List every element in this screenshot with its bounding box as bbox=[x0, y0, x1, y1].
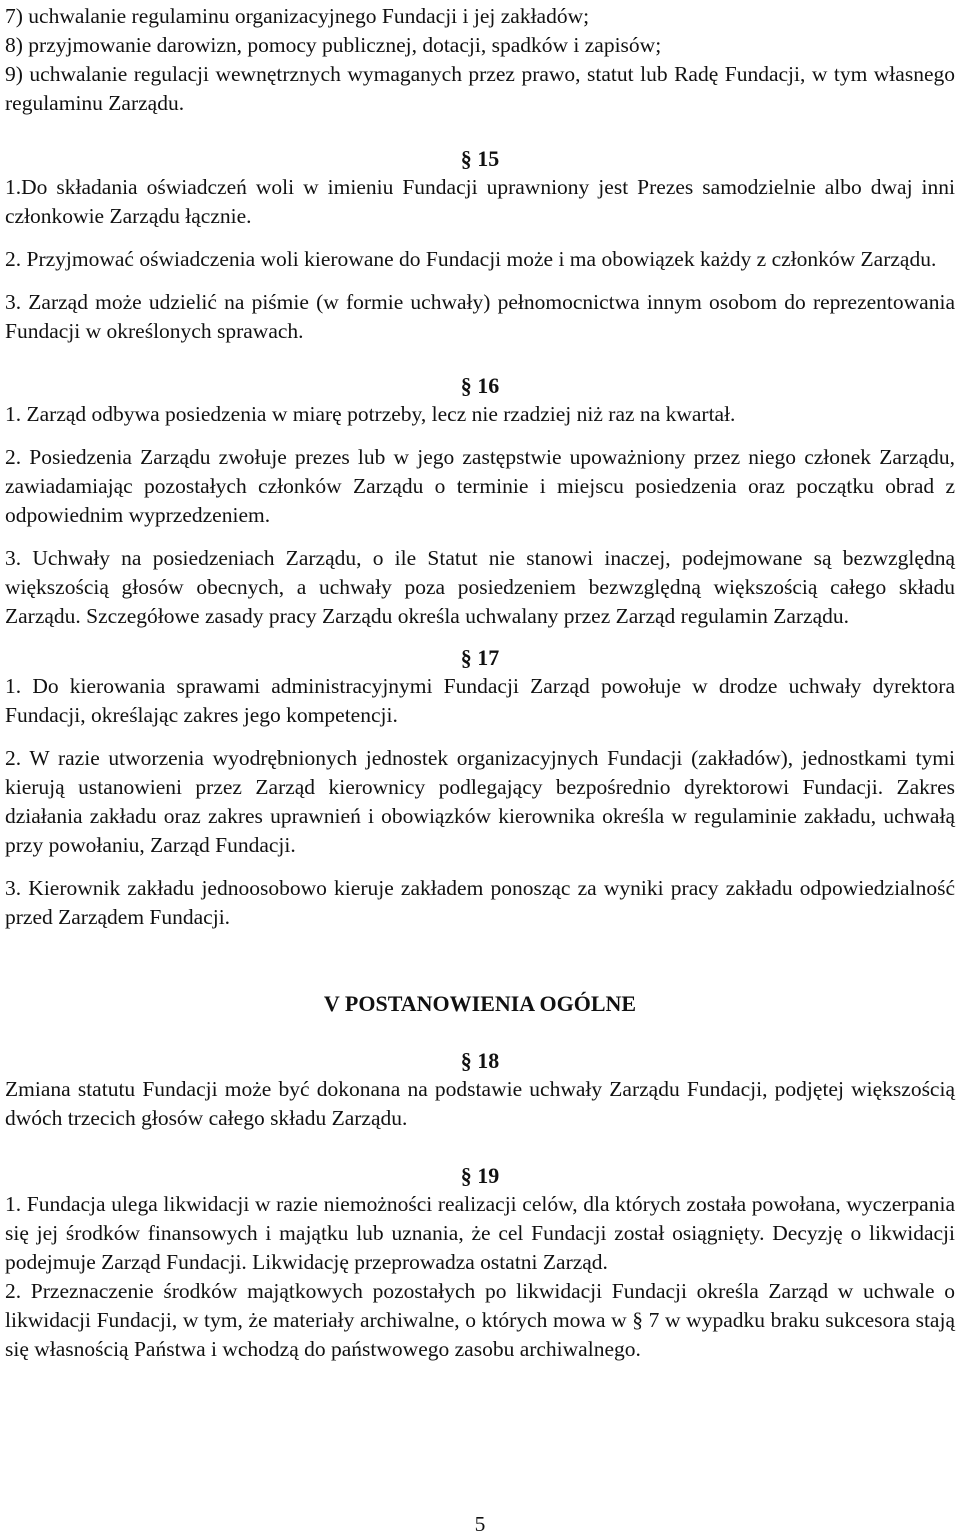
paragraph-15-1: 1.Do składania oświadczeń woli w imieniu Fundacji uprawniony jest Prezes samodzielnie albo dwaj inni członkowie Zarządu łącznie. bbox=[5, 175, 955, 228]
paragraph-17-3: 3. Kierownik zakładu jednoosobowo kieruje zakładem ponosząc za wyniki pracy zakładu odpowiedzialność przed Zarządem Fundacji. bbox=[5, 876, 955, 929]
section-heading-19: § 19 bbox=[460, 1163, 500, 1188]
paragraph-16-2: 2. Posiedzenia Zarządu zwołuje prezes lub w jego zastępstwie upoważniony przez niego członek Zarządu, zawiadamiając pozostałych członków Zarządu o terminie i miejscu posiedzenia oraz początku obrad z odpowiednim wyprzedzeniem. bbox=[5, 445, 955, 527]
paragraph-19-1: 1. Fundacja ulega likwidacji w razie niemożności realizacji celów, dla których została powołana, wyczerpania się jej środków finansowych i majątku lub uznania, że cel Fundacji został osiągnięty. Decyzję o likwidacji podejmuje Zarząd Fundacji. Likwidację przeprowadza ostatni Zarząd. bbox=[5, 1192, 955, 1274]
chapter-title: V POSTANOWIENIA OGÓLNE bbox=[323, 991, 637, 1016]
page-number: 5 bbox=[474, 1512, 486, 1536]
list-item-9: 9) uchwalanie regulacji wewnętrznych wymaganych przez prawo, statut lub Radę Fundacji, w tym własnego regulaminu Zarządu. bbox=[5, 62, 955, 115]
section-heading-16: § 16 bbox=[460, 373, 500, 398]
paragraph-16-1: 1. Zarząd odbywa posiedzenia w miarę potrzeby, lecz nie rzadziej niż raz na kwartał. bbox=[5, 402, 736, 426]
paragraph-19-2: 2. Przeznaczenie środków majątkowych pozostałych po likwidacji Fundacji określa Zarząd w uchwale o likwidacji Fundacji, w tym, że materiały archiwalne, o których mowa w § 7 w wypadku braku sukcesora stają się własnością Państwa i wchodzą do państwowego zasobu archiwalnego. bbox=[5, 1279, 955, 1361]
paragraph-17-1: 1. Do kierowania sprawami administracyjnymi Fundacji Zarząd powołuje w drodze uchwały dyrektora Fundacji, określając zakres jego kompetencji. bbox=[5, 674, 955, 727]
section-heading-18: § 18 bbox=[460, 1048, 500, 1073]
list-item-8: 8) przyjmowanie darowizn, pomocy publicznej, dotacji, spadków i zapisów; bbox=[5, 33, 662, 57]
section-heading-15: § 15 bbox=[460, 146, 500, 171]
paragraph-15-3: 3. Zarząd może udzielić na piśmie (w formie uchwały) pełnomocnictwa innym osobom do reprezentowania Fundacji w określonych sprawach. bbox=[5, 290, 955, 343]
section-heading-17: § 17 bbox=[460, 645, 500, 670]
paragraph-16-3: 3. Uchwały na posiedzeniach Zarządu, o ile Statut nie stanowi inaczej, podejmowane są bezwzględną większością głosów obecnych, a uchwały poza posiedzeniem bezwzględną większością całego składu Zarządu. Szczegółowe zasady pracy Zarządu określa uchwalany przez Zarząd regulamin Zarządu. bbox=[5, 546, 955, 628]
document-page bbox=[5, 0, 955, 1537]
list-item-7: 7) uchwalanie regulaminu organizacyjnego Fundacji i jej zakładów; bbox=[5, 4, 590, 28]
paragraph-18: Zmiana statutu Fundacji może być dokonana na podstawie uchwały Zarządu Fundacji, podjętej większością dwóch trzecich głosów całego składu Zarządu. bbox=[5, 1077, 955, 1130]
paragraph-15-2: 2. Przyjmować oświadczenia woli kierowane do Fundacji może i ma obowiązek każdy z członków Zarządu. bbox=[5, 247, 937, 271]
paragraph-17-2: 2. W razie utworzenia wyodrębnionych jednostek organizacyjnych Fundacji (zakładów), jednostkami tymi kierują ustanowieni przez Zarząd kierownicy podlegający bezpośrednio dyrektorowi Fundacji. Zakres działania zakładu oraz zakres uprawnień i obowiązków kierownika określa w regulaminie zakładu, uchwałą przy powołaniu, Zarząd Fundacji. bbox=[5, 746, 955, 857]
